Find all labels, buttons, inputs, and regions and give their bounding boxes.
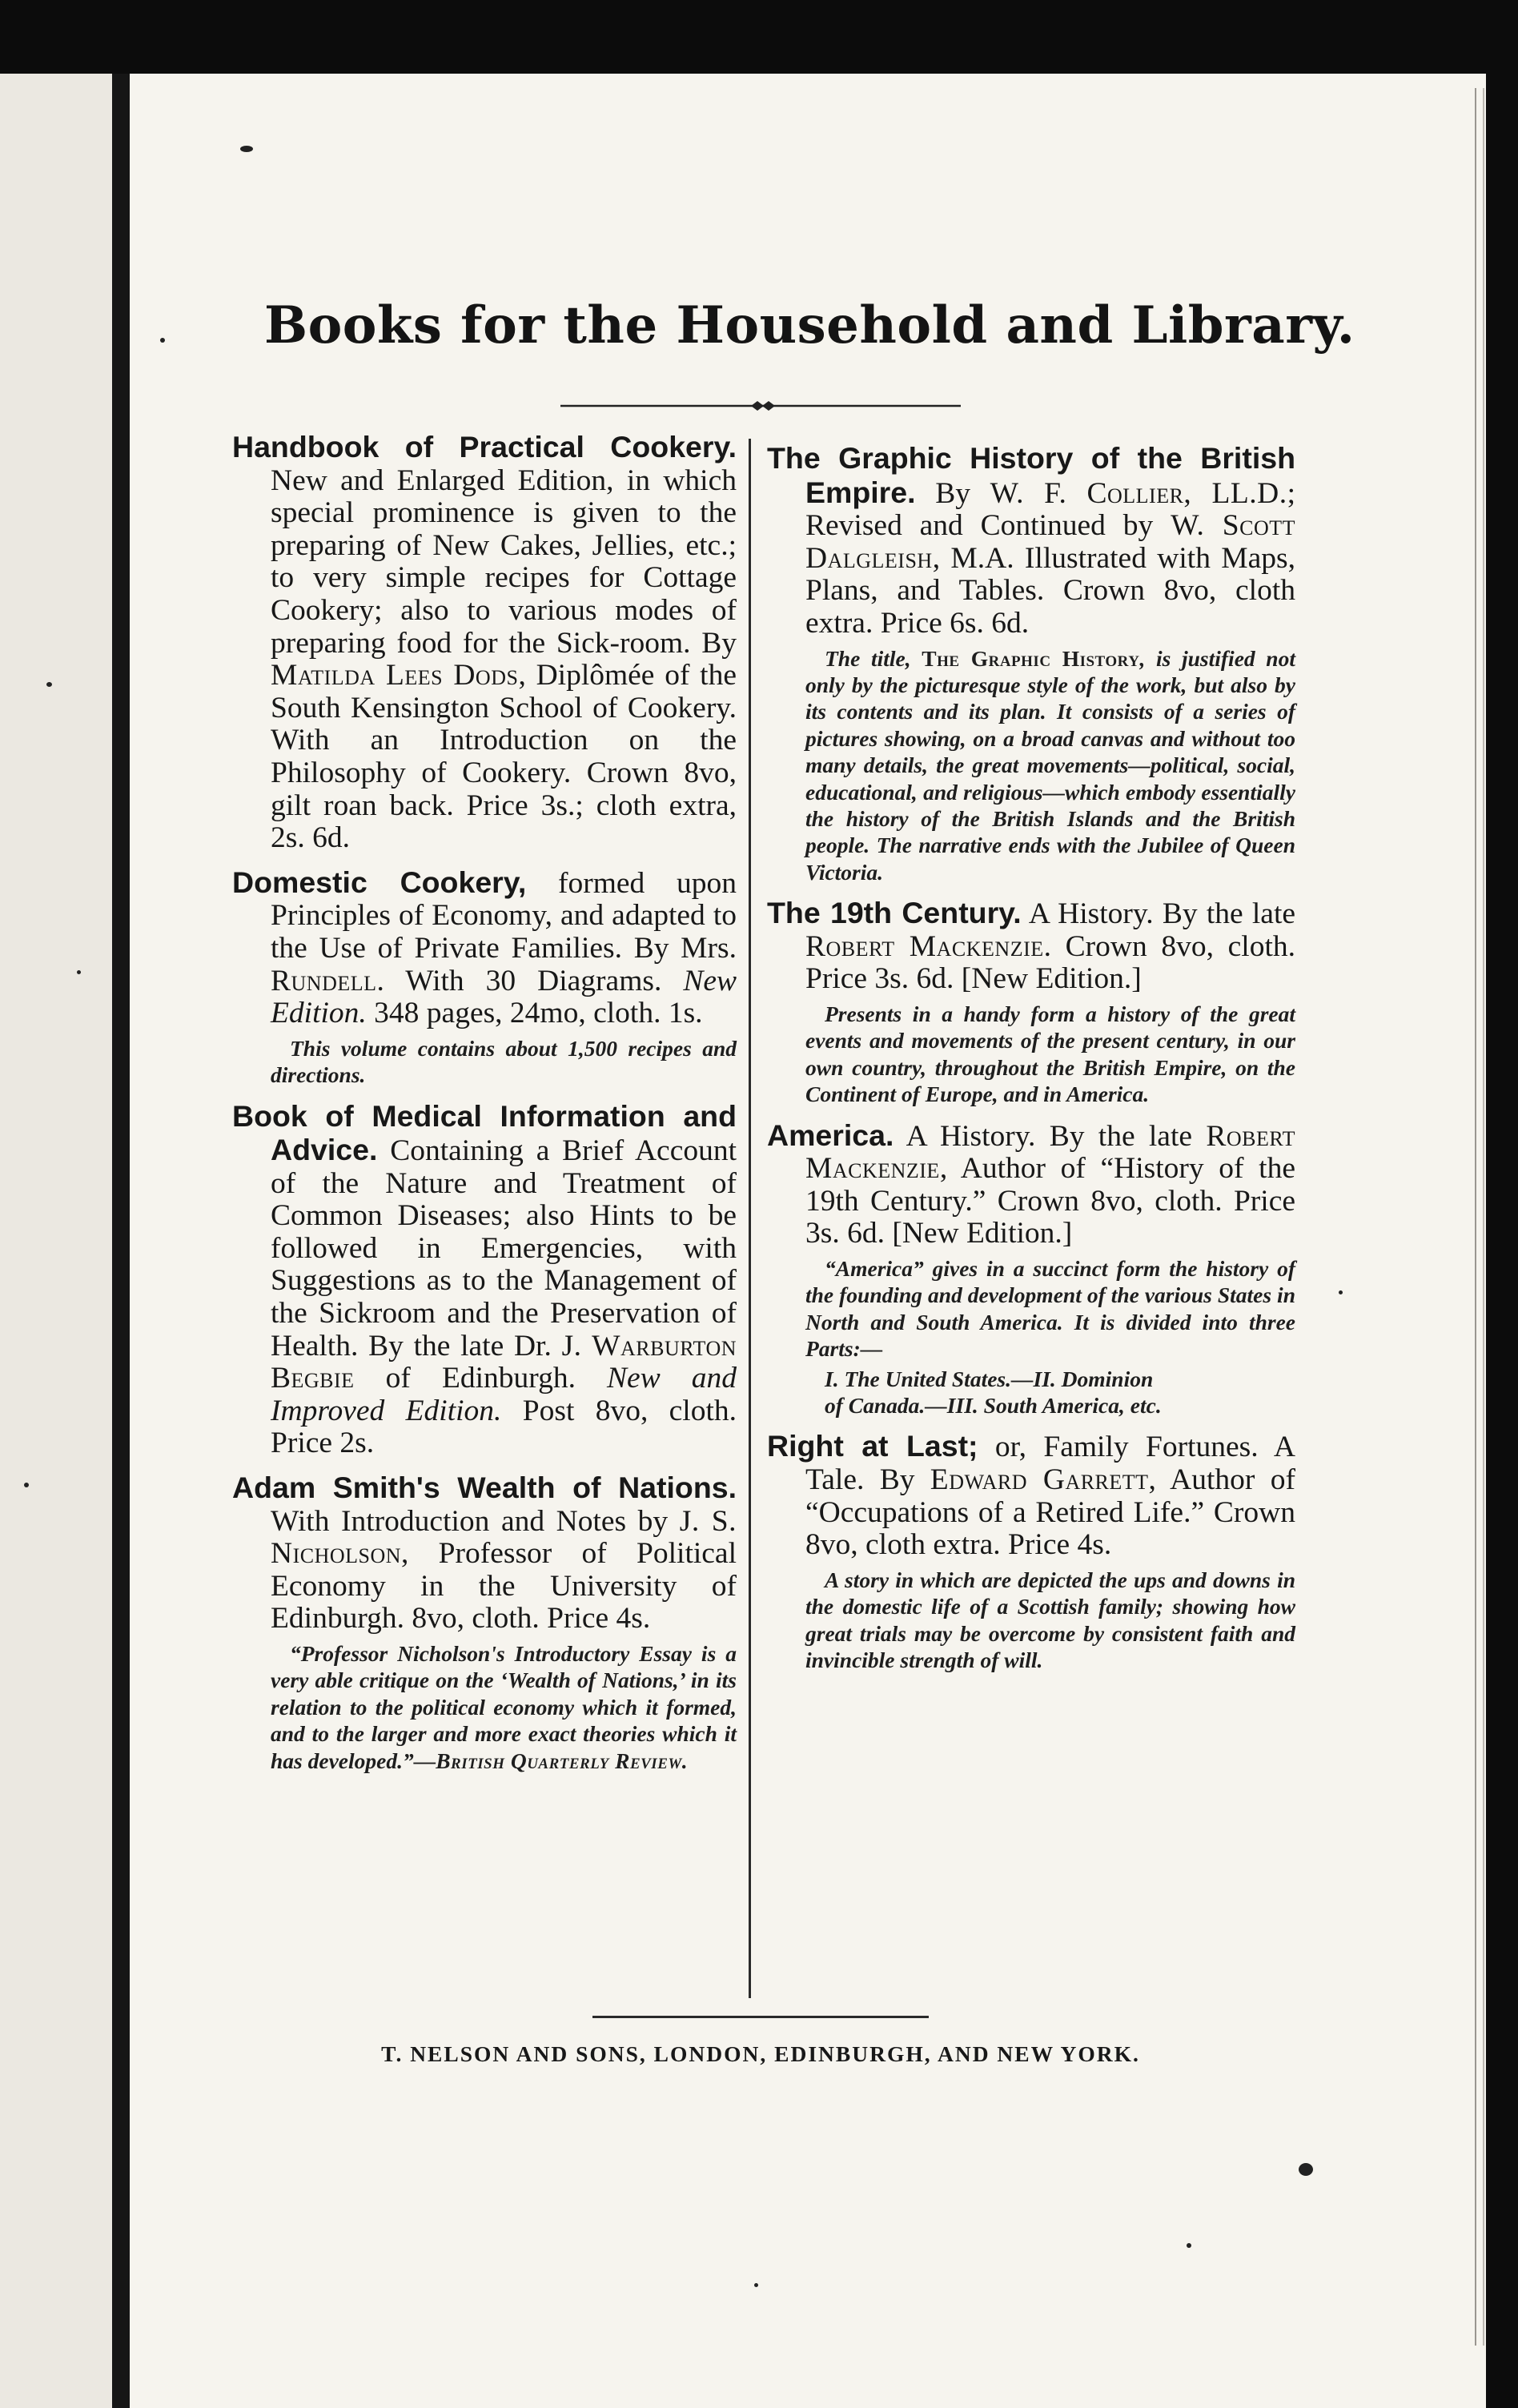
book-entry	[232, 431, 737, 855]
entry-text	[232, 1471, 737, 1635]
entry-note: “America” gives in a succinct form the history of the founding and development of the various States in North and South America. It is divided into three Parts:—	[805, 1256, 1295, 1362]
entry-description: , Diplômée of the South Kensington School of Cookery. With an Introduction on the Philosophy of Cookery. Crown 8vo, gilt roan back. Price 3s.; cloth extra, 2s. 6d.	[271, 659, 737, 855]
scan-speck	[1339, 1290, 1343, 1294]
entry-title: Domestic Cookery,	[232, 865, 527, 899]
scan-speck	[160, 338, 165, 343]
title-ornament	[560, 399, 961, 413]
entry-title: Book of Medical Information and Advice.	[232, 1098, 737, 1167]
scan-speck	[1299, 2163, 1313, 2176]
parts-list	[767, 1366, 1295, 1419]
entry-text	[767, 1430, 1295, 1561]
entry-edition: New and Improved Edition.	[271, 1362, 737, 1427]
entry-text	[232, 1100, 737, 1461]
entry-title: Handbook of Practical Cookery.	[232, 430, 737, 464]
book-entry	[767, 1430, 1295, 1673]
review-source: British Quarterly Review.	[436, 1748, 689, 1773]
entry-description: or, Family Fortunes. A Tale. By	[805, 1431, 1295, 1497]
left-column	[232, 431, 737, 1785]
entry-title: The 19th Century.	[767, 896, 1022, 930]
entry-description: ; Revised and Continued by	[805, 476, 1296, 543]
entry-description: By	[935, 476, 970, 510]
entry-author: J. S. Nicholson	[271, 1504, 737, 1571]
entry-description: Post 8vo, cloth. Price 2s.	[271, 1394, 737, 1460]
entry-note: This volume contains about 1,500 recipes and directions.	[271, 1035, 737, 1088]
part-item: I. The United States.—II. Dominion	[825, 1366, 1154, 1391]
entry-title: The Graphic History of the British Empire.	[767, 441, 1295, 509]
book-entry	[232, 1471, 737, 1774]
page-heading: Books for the Household and Library.	[264, 295, 1355, 355]
note-text: The title,	[825, 645, 911, 671]
entry-description: . With 30 Diagrams.	[376, 964, 662, 997]
book-entry	[767, 442, 1295, 885]
entry-author: Robert Mackenzie	[805, 1119, 1295, 1186]
entry-note	[232, 1640, 737, 1774]
book-entry	[767, 897, 1295, 1107]
entry-author: Edward Garrett	[930, 1463, 1149, 1497]
entry-text	[232, 866, 737, 1030]
part-item: of Canada.—III. South America, etc.	[825, 1393, 1162, 1419]
entry-author: W. F. Collier, LL.D.	[990, 476, 1287, 510]
entry-note: A story in which are depicted the ups and downs in the domestic life of a Scottish family; showing how great trials may be overcome by consistent faith and invincible strength of will.	[805, 1567, 1295, 1673]
binding-gutter	[112, 74, 130, 2408]
entry-description: New and Enlarged Edition, in which special prominence is given to the preparing of New Cakes, Jellies, etc.; to very simple recipes for Cottage Cookery; also to various modes of preparing food for the Sick-room. By	[271, 464, 737, 660]
entry-note: Presents in a handy form a history of the great events and movements of the present century, in our own country, throughout the British Empire, on the Continent of Europe, and in America.	[805, 1001, 1295, 1107]
entry-author: Matilda Lees Dods	[271, 659, 519, 692]
book-entry	[767, 1119, 1295, 1419]
entry-title: America.	[767, 1118, 894, 1152]
scan-speck	[754, 2283, 758, 2287]
scan-speck	[1187, 2243, 1191, 2248]
entry-description: , M.A. Illustrated with Maps, Plans, and Tables. Crown 8vo, cloth extra. Price 6s. 6d.	[805, 541, 1295, 640]
entry-text	[767, 1119, 1295, 1250]
entry-description: , Professor of Political Economy in the University of Edinburgh. 8vo, cloth. Price 4s.	[271, 1537, 737, 1635]
book-entry	[232, 1100, 737, 1461]
book-entry	[232, 866, 737, 1089]
note-book-title: The Graphic History	[922, 645, 1140, 671]
scan-speck	[24, 1483, 29, 1487]
scan-border-right	[1486, 0, 1518, 2408]
entry-text	[232, 431, 737, 855]
column-divider	[749, 439, 751, 1998]
entry-title: Adam Smith's Wealth of Nations.	[232, 1471, 737, 1505]
entry-note	[767, 645, 1295, 886]
scan-border-top	[0, 0, 1518, 74]
entry-edition: New Edition.	[271, 964, 737, 1030]
entry-description: A History. By the late	[906, 1119, 1193, 1153]
scan-speck	[77, 970, 81, 974]
entry-author: J. Warburton Begbie	[271, 1329, 737, 1395]
scan-speck	[46, 682, 52, 687]
right-column	[767, 442, 1295, 1684]
entry-text	[767, 897, 1295, 996]
entry-author: Rundell	[271, 964, 377, 997]
entry-description: , Author of “History of the 19th Century.” Crown 8vo, cloth. Price 3s. 6d. [New Edition.]	[805, 1152, 1295, 1250]
facing-page-edge	[0, 74, 112, 2408]
page-edge-lines	[1475, 88, 1484, 2346]
publisher-imprint: T. NELSON AND SONS, LONDON, EDINBURGH, AND NEW YORK.	[381, 2041, 1140, 2066]
entry-description: With Introduction and Notes by	[271, 1504, 669, 1538]
entry-author: Robert Mackenzie	[805, 929, 1044, 963]
review-quote: “Professor Nicholson's Introductory Essay is a very able critique on the ‘Wealth of Nations,’ in its relation to the political economy which it formed, and to the larger and more exact theories which it has developed.”—	[271, 1641, 737, 1773]
footer-rule	[592, 2016, 929, 2018]
entry-description: formed upon Principles of Economy, and adapted to the Use of Private Families. By Mrs.	[271, 866, 737, 965]
entry-description: Containing a Brief Account of the Nature and Treatment of Common Diseases; also Hints to be followed in Emergencies, with Suggestions as to the Management of the Sickroom and the Preservation of Health. By the late Dr.	[271, 1134, 737, 1363]
entry-author: W. Scott Dalgleish	[805, 509, 1295, 575]
entry-title: Right at Last;	[767, 1429, 978, 1463]
entry-description: of Edinburgh.	[385, 1362, 576, 1395]
entry-description: , Author of “Occupations of a Retired Life.” Crown 8vo, cloth extra. Price 4s.	[805, 1463, 1295, 1562]
entry-description: A History. By the late	[1028, 897, 1296, 931]
scan-speck	[240, 146, 253, 152]
entry-description: 348 pages, 24mo, cloth. 1s.	[374, 997, 703, 1030]
note-text: , is justified not only by the picturesque style of the work, but also by its contents and its plan. It consists of a series of pictures showing, on a broad canvas and without too many details, the great movements—political, social, educational, and religious—which embody essentially the history of the British Islands and the British people. The narrative ends with the Jubilee of Queen Victoria.	[805, 645, 1295, 885]
entry-text	[767, 442, 1295, 640]
entry-description: . Crown 8vo, cloth. Price 3s. 6d. [New Edition.]	[805, 929, 1295, 996]
